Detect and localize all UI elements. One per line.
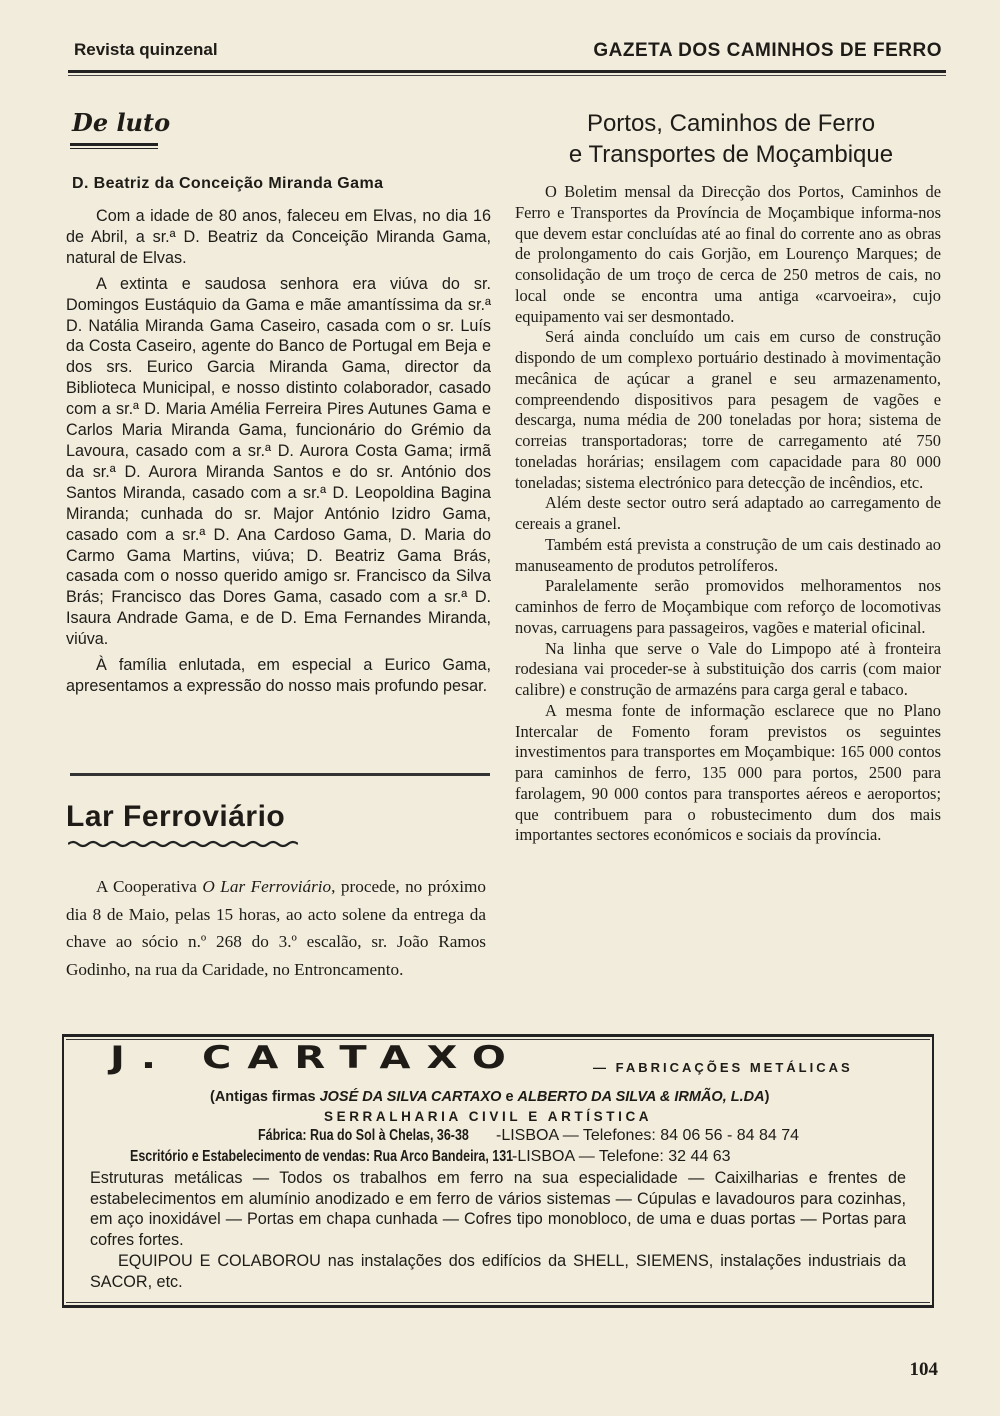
former-firm-1: JOSÉ DA SILVA CARTAXO	[319, 1089, 502, 1105]
header-publication-frequency: Revista quinzenal	[74, 40, 218, 59]
article-paragraph: Paralelamente serão promovidos melhoramentos nos caminhos de ferro de Moçambique com reforço de locomotivas novas, carruagens para passageiros, vagões e material oficinal.	[515, 576, 941, 637]
ad-clients-text: EQUIPOU E COLABOROU nas instalações dos edifícios da SHELL, SIEMENS, instalações industriais da SACOR, etc.	[90, 1251, 906, 1291]
section-separator-rule	[70, 773, 490, 776]
obituary-deceased-name: D. Beatriz da Conceição Miranda Gama	[72, 175, 384, 192]
lar-text-end: , procede, no próximo dia 8 de Maio, pelas 15 horas, ao acto solene da entrega da chave ao sócio n.º 268 do 3.º escalão, sr. João Ramos Godinho, na rua da Caridade, no Entroncamento.	[66, 877, 486, 980]
article-paragraph: Na linha que serve o Vale do Limpopo até à fronteira rodesiana vai proceder-se à substituição dos carris (com maior calibre) e construção de armazéns para carga geral e tabaco.	[515, 638, 941, 699]
article-paragraph: A mesma fonte de informação esclarece que no Plano Intercalar de Fomento foram previstos os seguintes investimentos para transportes em Moçambique: 165 000 contos para caminhos de ferro, 135 000 para portos, 2500 para farolagem, 90 000 contos para transportes aéreos e aeroportos; que contribuem para o robustecimento dum dos mais importantes sectores económicos e sociais da província.	[515, 700, 941, 845]
lar-ferroviario-title: Lar Ferroviário	[66, 800, 286, 833]
article-paragraph: Será ainda concluído um cais em curso de construção dispondo de um complexo portuário destinado à movimentação mecânica de açúcar a granel e seu armazenamento, compreendendo dispositivos para pesagem de vagões e descarga, numa média de 200 toneladas por hora; sistema de correias transportadoras; torre de carregamento até 750 toneladas horárias; ensilagem com capacidade para 80 000 toneladas; sistema electrónico para detecção de incêndios, etc.	[515, 327, 941, 492]
cooperative-name: O Lar Ferroviário	[202, 877, 332, 896]
office-label: Escritório e Estabelecimento de vendas: Rua Arco Bandeira, 131	[130, 1148, 514, 1165]
factory-label: Fábrica: Rua do Sol à Chelas, 36-38	[258, 1127, 469, 1144]
advertisement-body	[90, 1168, 906, 1292]
page-number: 104	[909, 1359, 938, 1380]
factory-contact: -LISBOA — Telefones: 84 06 56 - 84 84 74	[496, 1127, 800, 1144]
mozambique-article-title	[515, 108, 947, 170]
obituary-paragraph: À família enlutada, em especial a Eurico Gama, apresentamos a expressão do nosso mais profundo pesar.	[66, 656, 491, 695]
header-rule	[68, 70, 946, 73]
mozambique-title-line-1: Portos, Caminhos de Ferro	[586, 110, 876, 137]
obituary-section-title: De luto	[72, 108, 171, 137]
obituary-paragraph: Com a idade de 80 anos, faleceu em Elvas, no dia 16 de Abril, a sr.ª D. Beatriz da Conceição Miranda Gama, natural de Elvas.	[66, 207, 491, 267]
former-firms-prefix: (Antigas firmas	[210, 1089, 320, 1105]
obituary-title-rule-thin	[70, 148, 158, 149]
header-rule-thin	[68, 75, 946, 76]
obituary-body	[66, 206, 491, 697]
article-paragraph: O Boletim mensal da Direcção dos Portos, Caminhos de Ferro e Transportes da Província de Moçambique informa-nos que devem estar concluídas até ao final do corrente ano as obras de prolongamento do cais Gorjão, em Lourenço Marques; de consolidação de um troço de cerca de 250 metros de cais, no local onde se encontra uma antiga «carvoeira», cujo equipamento vai ser desmontado.	[515, 182, 941, 326]
obituary-paragraph: A extinta e saudosa senhora era viúva do sr. Domingos Eustáquio da Gama e mãe amantíssima da sr.ª D. Natália Miranda Gama Caseiro, casada com o sr. Luís da Costa Caseiro, agente do Banco de Portugal em Beja e dos srs. Eurico Garcia Miranda Gama, director da Biblioteca Municipal, e nosso distinto colaborador, casado com a sr.ª D. Maria Amélia Ferreira Pires Autunes Gama e Carlos Maria Miranda Gama, funcionário do Grémio da Lavoura, casado com a sr.ª D. Aurora Costa Gama; irmã da sr.ª D. Aurora Miranda Santos e do sr. António dos Santos Miranda, casado com a sr.ª D. Leopoldina Bagina Miranda; cunhada do sr. Major António Izidro Gama, casado com a sr.ª D. Ana Cardoso Gama, D. Maria do Carmo Gama Martins, viúva; D. Beatriz Gama Brás, casada com o nosso querido amigo sr. Francisco da Silva Brás; Francisco das Dores Gama, casado com a sr.ª D. Isaura Andrade Gama, e de D. Ema Fernandes Miranda, viúva.	[66, 274, 491, 649]
lar-text-start: A Cooperativa	[96, 877, 203, 896]
former-firms-conjunction: e	[501, 1089, 518, 1105]
header-journal-title: GAZETA DOS CAMINHOS DE FERRO	[593, 40, 942, 61]
ad-services-text: Estruturas metálicas — Todos os trabalhos em ferro na sua especialidade — Caixilharias e frentes de estabelecimentos em alumínio anodizado e em ferro de vários sistemas — Cúpulas e lavadouros para cozinhas, em aço inoxidável — Portas em chapa cunhada — Cofres tipo monobloco, de uma e duas portas — Portas para cofres fortes.	[90, 1169, 906, 1250]
former-firms-suffix: )	[764, 1089, 770, 1105]
trade-description: SERRALHARIA CIVIL E ARTÍSTICA	[324, 1109, 653, 1124]
article-paragraph: Além deste sector outro será adaptado ao carregamento de cereais a granel.	[515, 493, 941, 533]
mozambique-article-body	[515, 182, 941, 846]
former-firms	[210, 1089, 769, 1105]
title-ornament-underline	[68, 840, 298, 848]
article-paragraph: Também está prevista a construção de um cais destinado ao manuseamento de produtos petrolíferos.	[515, 534, 941, 575]
mozambique-title-line-2: e Transportes de Moçambique	[568, 141, 894, 168]
factory-address	[258, 1127, 799, 1145]
former-firm-2: ALBERTO DA SILVA & IRMÃO, L.DA	[517, 1089, 765, 1105]
advertiser-brand: J. CARTAXO	[110, 1040, 522, 1076]
office-address	[130, 1148, 731, 1166]
advertisement-inner-rule	[66, 1302, 930, 1303]
obituary-title-rule	[70, 143, 158, 146]
lar-ferroviario-body	[66, 873, 486, 984]
office-contact: -LISBOA — Telefone: 32 44 63	[512, 1148, 731, 1165]
advertiser-tagline: — FABRICAÇÕES METÁLICAS	[593, 1060, 853, 1075]
